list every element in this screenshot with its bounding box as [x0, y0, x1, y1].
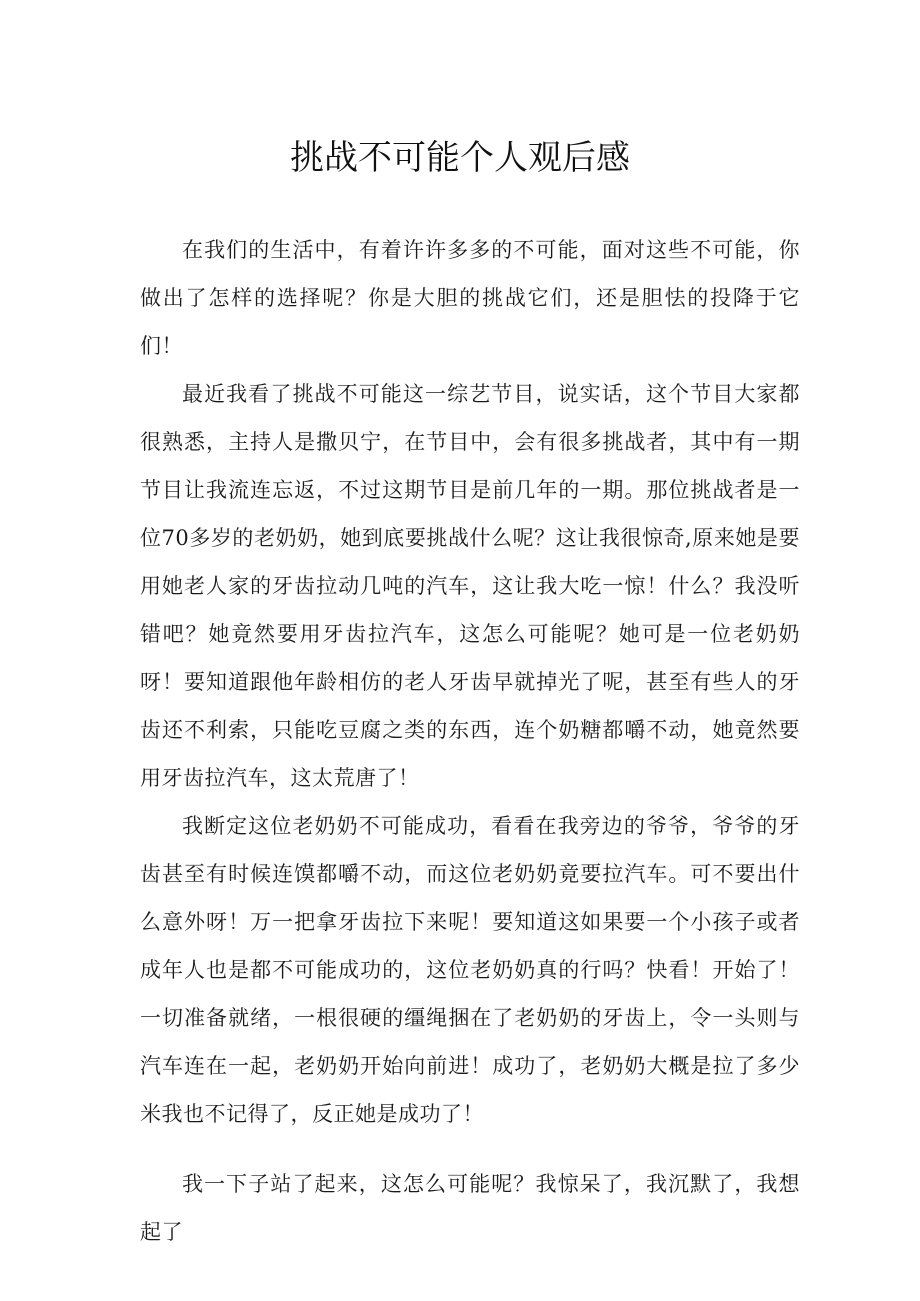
paragraph-show: 最近我看了挑战不可能这一综艺节目，说实话，这个节目大家都很熟悉，主持人是撒贝宁，在节目中，会有很多挑战者，其中有一期节目让我流连忘返，不过这期节目是前几年的一期。那位挑战者是一位70多岁的老奶奶，她到底要挑战什么呢？这让我很惊奇,原来她是要用她老人家的牙齿拉动几吨的汽车，这让我大吃一惊！什么？我没听错吧？她竟然要用牙齿拉汽车，这怎么可能呢？她可是一位老奶奶呀！要知道跟他年龄相仿的老人牙齿早就掉光了呢，甚至有些人的牙齿还不利索，只能吃豆腐之类的东西，连个奶糖都嚼不动，她竟然要用牙齿拉汽车，这太荒唐了！ — [140, 382, 800, 790]
paragraph-intro: 在我们的生活中，有着许许多多的不可能，面对这些不可能，你做出了怎样的选择呢？你是大胆的挑战它们，还是胆怯的投降于它们！ — [140, 238, 800, 358]
paragraph-reaction: 我一下子站了起来，这怎么可能呢？我惊呆了，我沉默了，我想起了 — [140, 1172, 800, 1244]
document-body — [140, 226, 800, 1256]
document-title: 挑战不可能个人观后感 — [290, 138, 630, 178]
paragraph-challenge: 我断定这位老奶奶不可能成功，看看在我旁边的爷爷，爷爷的牙齿甚至有时候连馍都嚼不动，而这位老奶奶竟要拉汽车。可不要出什么意外呀！万一把拿牙齿拉下来呢！要知道这如果要一个小孩子或者成年人也是都不可能成功的，这位老奶奶真的行吗？快看！开始了！一切准备就绪，一根很硬的缰绳捆在了老奶奶的牙齿上，令一头则与汽车连在一起，老奶奶开始向前进！成功了，老奶奶大概是拉了多少米我也不记得了，反正她是成功了！ — [140, 814, 800, 1126]
